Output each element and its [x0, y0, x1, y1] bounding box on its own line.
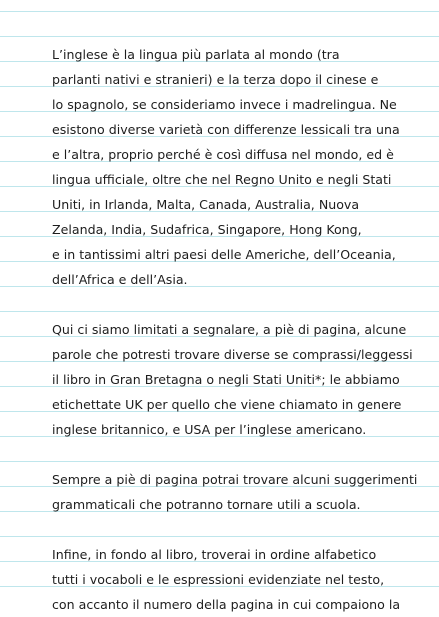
text-line: con accanto il numero della pagina in cui compaiono la [52, 597, 401, 612]
text-line: tutti i vocaboli e le espressioni evidenziate nel testo, [52, 572, 385, 587]
paragraph-4 [52, 542, 401, 617]
text-line: etichettate UK per quello che viene chiamato in genere [52, 397, 402, 412]
text-line: L’inglese è la lingua più parlata al mondo (tra [52, 47, 340, 62]
text-line: parlanti nativi e stranieri) e la terza dopo il cinese e [52, 72, 379, 87]
text-line: Infine, in fondo al libro, troverai in ordine alfabetico [52, 547, 377, 562]
text-line: lingua ufficiale, oltre che nel Regno Unito e negli Stati [52, 172, 392, 187]
text-line: e l’altra, proprio perché è così diffusa nel mondo, ed è [52, 147, 394, 162]
text-line: esistono diverse varietà con differenze lessicali tra una [52, 122, 400, 137]
text-line: grammaticali che potranno tornare utili a scuola. [52, 497, 361, 512]
text-line: il libro in Gran Bretagna o negli Stati Uniti*; le abbiamo [52, 372, 400, 387]
text-line: dell’Africa e dell’Asia. [52, 272, 188, 287]
text-line: parole che potresti trovare diverse se comprassi/leggessi [52, 347, 413, 362]
paragraph-2 [52, 317, 413, 442]
paragraph-3 [52, 467, 418, 517]
text-line: Sempre a piè di pagina potrai trovare alcuni suggerimenti [52, 472, 418, 487]
text-line: inglese britannico, e USA per l’inglese americano. [52, 422, 367, 437]
text-line: Qui ci siamo limitati a segnalare, a piè di pagina, alcune [52, 322, 407, 337]
paragraph-1 [52, 42, 400, 292]
text-line: e in tantissimi altri paesi delle Americhe, dell’Oceania, [52, 247, 396, 262]
text-line: Zelanda, India, Sudafrica, Singapore, Hong Kong, [52, 222, 362, 237]
handwritten-text-block [52, 42, 418, 617]
text-line: Uniti, in Irlanda, Malta, Canada, Australia, Nuova [52, 197, 360, 212]
text-line: lo spagnolo, se consideriamo invece i madrelingua. Ne [52, 97, 397, 112]
